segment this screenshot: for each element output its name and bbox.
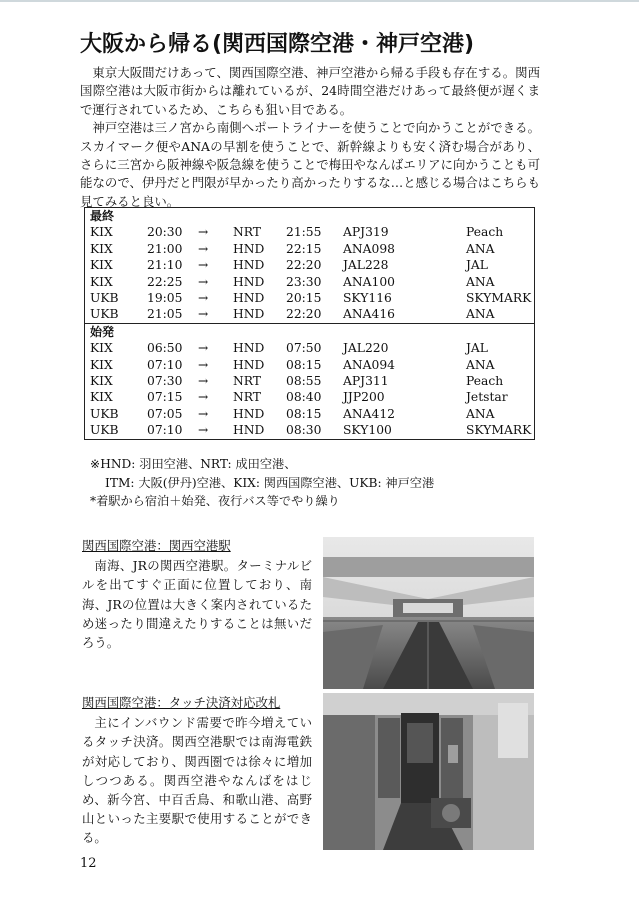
table-section-header [85, 208, 535, 225]
departure-time: 22:25 [147, 274, 183, 289]
origin-airport: KIX [90, 258, 113, 273]
table-row [85, 373, 535, 389]
airline: ANA [466, 406, 495, 421]
station-photo [323, 537, 534, 689]
destination-airport: NRT [233, 390, 262, 405]
destination-airport: HND [233, 357, 265, 372]
arrow: → [198, 274, 209, 289]
intro-paragraph-2: 神戸空港は三ノ宮から南側へポートライナーを使うことで向かうことができる。スカイマーク便やANAの早割を使うことで、新幹線よりも安く済む場合があり、さらに三宮から阪神線や阪急線を使うことで梅田やなんばエリアに向かうことも可能なので、伊丹だと門限が早かったり高かったりするな…と感じる場合はこちらも見てみると良い。 [80, 120, 540, 209]
section-touch-gate [82, 693, 312, 848]
flight-number: SKY116 [343, 291, 392, 306]
origin-airport: UKB [90, 307, 119, 322]
departure-time: 21:10 [147, 258, 183, 273]
destination-airport: HND [233, 307, 265, 322]
flight-number: ANA416 [343, 307, 395, 322]
departure-time: 21:00 [147, 241, 183, 256]
airline: ANA [466, 241, 495, 256]
arrival-time: 22:20 [286, 258, 322, 273]
origin-airport: KIX [90, 241, 113, 256]
arrow: → [198, 241, 209, 256]
flight-table [84, 207, 535, 440]
arrival-time: 07:50 [286, 341, 322, 356]
origin-airport: UKB [90, 406, 119, 421]
airline: ANA [466, 307, 495, 322]
flight-number: JAL220 [343, 341, 389, 356]
departure-time: 07:10 [147, 357, 183, 372]
origin-airport: KIX [90, 341, 113, 356]
departure-time: 07:05 [147, 406, 183, 421]
destination-airport: HND [233, 406, 265, 421]
flight-number: ANA100 [343, 274, 395, 289]
origin-airport: KIX [90, 225, 113, 240]
arrival-time: 08:55 [286, 374, 322, 389]
intro-paragraph-1: 東京大阪間だけあって、関西国際空港、神戸空港から帰る手段も存在する。関西国際空港は大阪市街からは離れているが、24時間空港だけあって最終便が遅くまで運行されているため、こちらも狙い目である。 [80, 65, 540, 117]
table-row [85, 422, 535, 439]
arrow: → [198, 341, 209, 356]
arrival-time: 08:15 [286, 357, 322, 372]
page-number: 12 [80, 856, 97, 871]
section-title: 関西国際空港：関西空港駅 [82, 538, 231, 553]
destination-airport: HND [233, 274, 265, 289]
note-line-2: ITM: 大阪(伊丹)空港、KIX: 関西国際空港、UKB: 神戸空港 [105, 475, 435, 490]
destination-airport: HND [233, 341, 265, 356]
airline: Jetstar [466, 390, 508, 405]
flight-number: APJ311 [343, 374, 389, 389]
top-border [0, 0, 639, 2]
arrival-time: 20:15 [286, 291, 322, 306]
flight-number: JJP200 [343, 390, 385, 405]
airline: Peach [466, 374, 504, 389]
section-label: 始発 [85, 323, 535, 340]
departure-time: 19:05 [147, 291, 183, 306]
note-line-1: ※HND: 羽田空港、NRT: 成田空港、 [90, 457, 297, 471]
section-body: 主にインバウンド需要で昨今増えているタッチ決済。関西空港駅では南海電鉄が対応しており、関西圏では徐々に増加しつつある。関西空港やなんばをはじめ、新今宮、中百舌鳥、和歌山港、高野山といった主要駅で使用することができる。 [82, 715, 312, 846]
arrival-time: 21:55 [286, 225, 322, 240]
arrival-time: 22:15 [286, 241, 322, 256]
arrow: → [198, 225, 209, 240]
departure-time: 06:50 [147, 341, 183, 356]
origin-airport: KIX [90, 390, 113, 405]
table-row [85, 274, 535, 290]
origin-airport: UKB [90, 423, 119, 438]
ticket-gate-photo [323, 693, 534, 850]
table-row [85, 306, 535, 323]
arrow: → [198, 423, 209, 438]
section-label: 最終 [90, 209, 115, 223]
arrow: → [198, 390, 209, 405]
destination-airport: NRT [233, 225, 262, 240]
arrival-time: 22:20 [286, 307, 322, 322]
flight-number: SKY100 [343, 423, 392, 438]
section-body: 南海、JRの関西空港駅。ターミナルビルを出てすぐ正面に位置しており、南海、JRの位置は大きく案内されているため迷ったり間違えたりすることは無いだろう。 [82, 558, 312, 651]
flight-number: ANA412 [343, 406, 395, 421]
arrival-time: 23:30 [286, 274, 322, 289]
table-section-header [85, 323, 535, 340]
table-row [85, 241, 535, 257]
flight-number: ANA098 [343, 241, 395, 256]
section-title: 関西国際空港：タッチ決済対応改札 [82, 695, 281, 710]
section-kansai-station [82, 536, 312, 652]
airline: Peach [466, 225, 504, 240]
destination-airport: HND [233, 258, 265, 273]
origin-airport: KIX [90, 374, 113, 389]
departure-time: 07:10 [147, 423, 183, 438]
arrow: → [198, 374, 209, 389]
origin-airport: KIX [90, 274, 113, 289]
table-row [85, 290, 535, 306]
departure-time: 07:15 [147, 390, 183, 405]
airline: JAL [466, 341, 488, 356]
arrival-time: 08:40 [286, 390, 322, 405]
airline: SKYMARK [466, 423, 532, 438]
origin-airport: UKB [90, 291, 119, 306]
flight-number: APJ319 [343, 225, 389, 240]
destination-airport: NRT [233, 374, 262, 389]
arrow: → [198, 291, 209, 306]
table-row [85, 340, 535, 356]
airline: ANA [466, 274, 495, 289]
arrow: → [198, 406, 209, 421]
airline: JAL [466, 258, 488, 273]
table-notes [90, 455, 520, 511]
arrow: → [198, 258, 209, 273]
flight-number: JAL228 [343, 258, 389, 273]
table-row [85, 224, 535, 240]
origin-airport: KIX [90, 357, 113, 372]
table-row [85, 257, 535, 273]
arrow: → [198, 357, 209, 372]
table-row [85, 357, 535, 373]
page-title: 大阪から帰る(関西国際空港・神戸空港) [80, 32, 475, 57]
intro-text [80, 64, 540, 211]
destination-airport: HND [233, 423, 265, 438]
departure-time: 07:30 [147, 374, 183, 389]
flight-number: ANA094 [343, 357, 395, 372]
airline: ANA [466, 357, 495, 372]
arrival-time: 08:15 [286, 406, 322, 421]
table-row [85, 406, 535, 422]
destination-airport: HND [233, 291, 265, 306]
airline: SKYMARK [466, 291, 532, 306]
departure-time: 20:30 [147, 225, 183, 240]
destination-airport: HND [233, 241, 265, 256]
departure-time: 21:05 [147, 307, 183, 322]
arrow: → [198, 307, 209, 322]
note-line-3: *着駅から宿泊＋始発、夜行バス等でやり繰り [90, 494, 340, 508]
table-row [85, 389, 535, 405]
arrival-time: 08:30 [286, 423, 322, 438]
